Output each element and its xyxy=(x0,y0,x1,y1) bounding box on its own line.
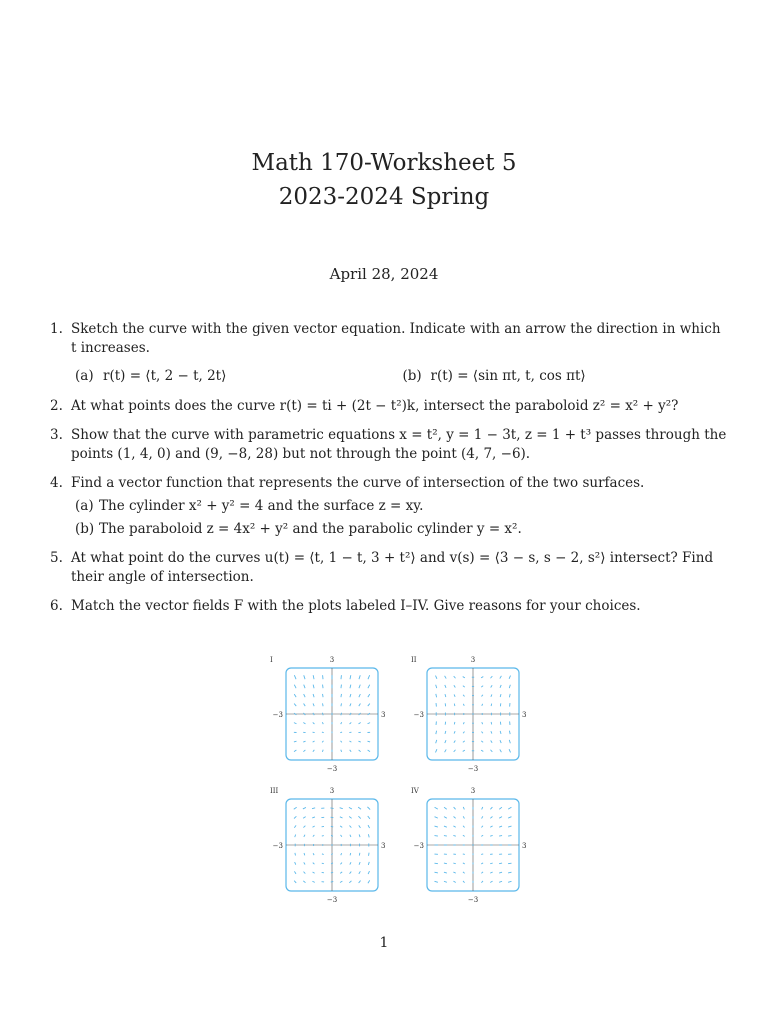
field-arrow xyxy=(313,826,315,827)
field-arrow xyxy=(508,807,511,809)
field-arrow xyxy=(294,704,296,707)
field-arrow xyxy=(350,694,351,697)
subpart-label: (a) xyxy=(75,498,94,514)
subpart-label: (b) xyxy=(75,521,95,537)
field-arrow xyxy=(463,872,465,873)
field-arrow xyxy=(445,676,447,679)
field-arrow xyxy=(481,695,482,697)
field-arrow xyxy=(463,835,465,836)
field-arrow xyxy=(463,816,464,818)
field-arrow xyxy=(359,853,360,856)
field-arrow xyxy=(434,872,437,873)
field-arrow xyxy=(435,807,438,809)
page-number: 1 xyxy=(379,935,389,951)
field-arrow xyxy=(482,807,483,810)
field-arrow xyxy=(313,741,315,742)
field-arrow xyxy=(463,732,464,734)
field-arrow xyxy=(340,863,342,865)
field-arrow xyxy=(445,685,446,688)
field-arrow xyxy=(341,694,342,697)
field-arrow xyxy=(491,722,492,724)
field-arrow xyxy=(454,816,456,818)
field-arrow xyxy=(313,694,314,697)
field-arrow xyxy=(322,836,324,837)
field-arrow xyxy=(436,694,437,697)
field-arrow xyxy=(340,732,342,733)
field-arrow xyxy=(500,749,502,752)
field-arrow xyxy=(481,750,483,751)
field-arrow xyxy=(445,731,446,734)
field-arrow xyxy=(294,675,296,679)
field-arrow xyxy=(500,694,501,697)
field-arrow xyxy=(322,722,323,724)
field-arrow xyxy=(303,741,305,742)
field-arrow xyxy=(499,817,502,819)
subpart-text: The paraboloid z = 4x² + y² and the parabolic cylinder y = x². xyxy=(99,521,522,537)
field-arrow xyxy=(435,749,436,752)
field-arrow xyxy=(454,694,455,696)
field-arrow xyxy=(350,835,351,837)
field-arrow xyxy=(499,872,502,873)
field-arrow xyxy=(454,740,455,742)
subpart-text: The cylinder x² + y² = 4 and the surface z = xy. xyxy=(99,498,424,514)
field-arrow xyxy=(303,750,305,752)
field-arrow xyxy=(350,675,351,679)
left-tick-label: −3 xyxy=(413,842,424,850)
field-arrow xyxy=(304,675,305,679)
field-arrow xyxy=(463,807,464,810)
field-arrow xyxy=(304,853,305,855)
field-arrow xyxy=(349,826,351,828)
field-arrow xyxy=(322,854,324,855)
field-arrow xyxy=(294,825,296,827)
field-arrow xyxy=(312,808,315,809)
field-arrow xyxy=(359,685,360,689)
field-arrow xyxy=(491,685,492,687)
plot-svg xyxy=(262,783,392,903)
field-arrow xyxy=(500,731,501,734)
field-arrow xyxy=(463,741,465,742)
field-arrow xyxy=(444,881,447,882)
field-arrow xyxy=(304,694,305,697)
field-arrow xyxy=(303,723,305,724)
field-arrow xyxy=(331,817,334,818)
field-arrow xyxy=(359,862,360,865)
field-arrow xyxy=(490,676,492,678)
problem-1 xyxy=(50,320,730,386)
field-arrow xyxy=(500,676,502,679)
field-arrow xyxy=(509,749,510,752)
problem-4 xyxy=(50,474,730,539)
field-arrow xyxy=(463,881,465,883)
bottom-tick-label: −3 xyxy=(326,765,338,772)
field-arrow xyxy=(359,750,361,752)
field-arrow xyxy=(358,741,360,742)
field-arrow xyxy=(368,825,370,828)
field-arrow xyxy=(454,750,456,752)
field-arrow xyxy=(340,808,343,809)
field-arrow xyxy=(341,750,342,752)
field-arrow xyxy=(340,881,342,882)
field-arrow xyxy=(509,676,510,679)
top-tick-label: 3 xyxy=(470,787,476,795)
field-arrow xyxy=(454,676,456,678)
field-arrow xyxy=(350,713,351,715)
field-arrow xyxy=(368,871,369,874)
field-arrow xyxy=(313,853,314,855)
field-arrow xyxy=(303,826,305,828)
field-arrow xyxy=(340,826,342,827)
field-arrow xyxy=(349,807,352,809)
problem-number: 6. xyxy=(50,598,63,614)
problem-text: At what points does the curve r(t) = ti + (2t − t²)k, intersect the paraboloid z² = x² + y²? xyxy=(71,398,679,414)
field-arrow xyxy=(331,872,333,873)
field-arrow xyxy=(454,704,455,706)
field-arrow xyxy=(454,722,455,724)
field-arrow xyxy=(490,816,492,818)
field-arrow xyxy=(453,826,455,827)
field-arrow xyxy=(491,694,492,696)
field-arrow xyxy=(491,704,492,706)
field-arrow xyxy=(444,807,447,809)
field-arrow xyxy=(509,685,510,688)
field-arrow xyxy=(341,722,342,724)
field-arrow xyxy=(322,732,324,733)
field-arrow xyxy=(481,686,483,687)
field-arrow xyxy=(508,872,511,873)
field-arrow xyxy=(358,807,361,809)
problem-3 xyxy=(50,426,730,464)
field-arrow xyxy=(444,817,447,819)
problem-text: Match the vector fields F with the plots labeled I–IV. Give reasons for your choices. xyxy=(71,598,641,614)
field-arrow xyxy=(341,853,342,855)
field-arrow xyxy=(359,834,360,837)
field-arrow xyxy=(509,740,510,743)
term-title: 2023-2024 Spring xyxy=(278,184,490,210)
field-arrow xyxy=(331,882,334,883)
field-arrow xyxy=(350,750,351,752)
field-arrow xyxy=(499,863,502,864)
field-arrow xyxy=(453,872,455,873)
field-arrow xyxy=(350,722,352,724)
field-arrow xyxy=(453,835,455,836)
problem-number: 4. xyxy=(50,475,63,491)
plot-label: III xyxy=(270,787,279,795)
field-arrow xyxy=(499,807,502,809)
field-arrow xyxy=(295,862,296,865)
problem-text: Find a vector function that represents the curve of intersection of the two surfaces. xyxy=(71,475,645,491)
field-arrow xyxy=(490,835,492,836)
right-tick-label: 3 xyxy=(381,711,386,719)
field-arrow xyxy=(463,826,465,828)
subparts xyxy=(75,367,730,386)
subpart-b xyxy=(71,520,730,539)
problem-2 xyxy=(50,397,730,416)
field-arrow xyxy=(359,825,361,828)
field-arrow xyxy=(481,835,483,836)
field-arrow xyxy=(359,871,361,874)
field-arrow xyxy=(359,694,360,697)
field-arrow xyxy=(435,676,436,679)
field-arrow xyxy=(435,826,438,827)
problem-text: Sketch the curve with the given vector equation. Indicate with an arrow the direction in which t increases. xyxy=(71,321,721,356)
field-arrow xyxy=(445,694,446,697)
bottom-tick-label: −3 xyxy=(467,765,479,772)
field-arrow xyxy=(341,713,342,715)
field-arrow xyxy=(444,872,447,873)
field-arrow xyxy=(323,694,324,697)
field-arrow xyxy=(491,740,492,742)
field-arrow xyxy=(350,872,352,874)
field-arrow xyxy=(499,836,502,837)
worksheet-title: Math 170-Worksheet 5 xyxy=(251,150,517,176)
field-arrow xyxy=(359,703,361,706)
field-arrow xyxy=(358,816,360,818)
problem-number: 2. xyxy=(50,398,63,414)
field-arrow xyxy=(490,881,492,882)
field-arrow xyxy=(463,750,465,751)
field-arrow xyxy=(367,807,370,810)
problem-number: 3. xyxy=(50,427,63,443)
field-arrow xyxy=(331,854,332,855)
vector-field-plot-II xyxy=(403,652,663,772)
right-tick-label: 3 xyxy=(522,711,527,719)
plot-label: IV xyxy=(411,787,419,795)
field-arrow xyxy=(368,694,370,697)
field-arrow xyxy=(294,694,296,697)
field-arrow xyxy=(312,817,315,818)
field-arrow xyxy=(435,817,438,818)
problem-6 xyxy=(50,597,730,616)
date: April 28, 2024 xyxy=(329,265,439,283)
field-arrow xyxy=(303,881,305,883)
field-arrow xyxy=(463,695,464,697)
field-arrow xyxy=(368,723,371,724)
left-tick-label: −3 xyxy=(413,711,424,719)
field-arrow xyxy=(294,750,296,752)
field-arrow xyxy=(508,881,511,882)
field-arrow xyxy=(481,863,483,864)
field-arrow xyxy=(453,863,455,864)
field-arrow xyxy=(445,749,447,752)
field-arrow xyxy=(331,826,333,827)
right-tick-label: 3 xyxy=(522,842,527,850)
field-arrow xyxy=(481,677,483,678)
top-tick-label: 3 xyxy=(329,787,335,795)
field-arrow xyxy=(295,853,296,856)
field-arrow xyxy=(481,732,482,734)
plot-svg xyxy=(403,783,533,903)
problem-number: 5. xyxy=(50,550,63,566)
field-arrow xyxy=(490,807,492,809)
field-arrow xyxy=(312,881,314,882)
field-arrow xyxy=(331,835,333,836)
plot-svg xyxy=(262,652,392,772)
field-arrow xyxy=(349,816,351,818)
field-arrow xyxy=(331,863,333,864)
problem-list xyxy=(50,320,730,616)
field-arrow xyxy=(436,685,437,688)
field-arrow xyxy=(313,722,315,724)
field-arrow xyxy=(444,863,447,864)
field-arrow xyxy=(499,881,502,882)
field-arrow xyxy=(368,685,370,688)
field-arrow xyxy=(341,703,342,706)
field-arrow xyxy=(481,881,483,883)
field-arrow xyxy=(444,826,447,827)
field-arrow xyxy=(322,741,323,743)
field-arrow xyxy=(490,872,492,873)
subpart-b xyxy=(403,367,731,386)
field-arrow xyxy=(481,741,483,742)
field-arrow xyxy=(350,853,351,855)
field-arrow xyxy=(368,816,370,819)
field-arrow xyxy=(481,854,483,855)
field-arrow xyxy=(509,694,510,697)
field-arrow xyxy=(435,881,438,882)
field-arrow xyxy=(313,863,315,865)
field-arrow xyxy=(500,740,501,743)
field-arrow xyxy=(303,807,306,808)
field-arrow xyxy=(453,881,455,882)
subpart-label: (b) xyxy=(402,368,422,384)
field-arrow xyxy=(490,826,492,827)
field-arrow xyxy=(508,817,511,818)
subpart-a xyxy=(75,367,403,386)
field-arrow xyxy=(322,713,323,715)
field-arrow xyxy=(313,835,314,837)
field-arrow xyxy=(304,862,305,864)
top-tick-label: 3 xyxy=(470,656,476,664)
field-arrow xyxy=(350,862,351,864)
field-arrow xyxy=(359,675,360,679)
problem-text: At what point do the curves u(t) = ⟨t, 1 − t, 3 + t²⟩ and v(s) = ⟨3 − s, s − 2, s²⟩ intersect? Find their angle of intersection. xyxy=(71,550,714,585)
field-arrow xyxy=(508,826,511,827)
field-arrow xyxy=(303,817,306,819)
field-arrow xyxy=(463,722,464,724)
field-arrow xyxy=(463,863,465,864)
problem-text: Show that the curve with parametric equations x = t², y = 1 − 3t, z = 1 + t³ passes through the points (1, 4, 0) and (9, −8, 28) but not through the point (4, 7, −6). xyxy=(71,427,727,462)
field-arrow xyxy=(294,807,297,809)
field-arrow xyxy=(445,740,446,743)
right-tick-label: 3 xyxy=(381,842,386,850)
field-arrow xyxy=(341,835,342,837)
field-arrow xyxy=(368,862,369,865)
field-arrow xyxy=(368,675,370,679)
field-arrow xyxy=(463,686,465,687)
field-arrow xyxy=(294,871,296,873)
field-arrow xyxy=(350,703,351,706)
field-arrow xyxy=(350,685,351,689)
field-arrow xyxy=(454,685,455,687)
bottom-tick-label: −3 xyxy=(326,896,338,903)
field-arrow xyxy=(340,872,342,874)
field-arrow xyxy=(294,685,296,688)
field-arrow xyxy=(304,835,305,837)
field-arrow xyxy=(341,741,342,743)
field-arrow xyxy=(304,685,305,689)
field-arrow xyxy=(436,740,437,743)
field-arrow xyxy=(454,807,456,809)
field-arrow xyxy=(482,816,483,818)
field-arrow xyxy=(368,704,370,707)
field-arrow xyxy=(349,741,351,742)
left-tick-label: −3 xyxy=(272,842,283,850)
field-arrow xyxy=(463,854,465,855)
subpart-text: r(t) = ⟨t, 2 − t, 2t⟩ xyxy=(103,368,227,384)
field-arrow xyxy=(294,881,296,883)
field-arrow xyxy=(313,713,314,715)
field-arrow xyxy=(463,704,464,706)
field-arrow xyxy=(481,826,483,828)
left-tick-label: −3 xyxy=(272,711,283,719)
field-arrow xyxy=(304,703,306,706)
field-arrow xyxy=(294,816,296,818)
field-arrow xyxy=(349,881,351,883)
top-tick-label: 3 xyxy=(329,656,335,664)
field-arrow xyxy=(482,704,483,706)
field-arrow xyxy=(368,834,369,837)
problem-5 xyxy=(50,549,730,587)
field-arrow xyxy=(359,881,361,883)
field-arrow xyxy=(313,703,314,706)
field-arrow xyxy=(436,731,437,734)
field-arrow xyxy=(313,872,315,873)
field-arrow xyxy=(304,872,306,874)
field-arrow xyxy=(323,703,324,706)
field-arrow xyxy=(463,677,465,678)
field-arrow xyxy=(313,675,314,679)
field-arrow xyxy=(499,826,502,827)
plot-label: I xyxy=(270,656,273,664)
subpart-label: (a) xyxy=(75,368,94,384)
field-arrow xyxy=(340,817,343,818)
problem-number: 1. xyxy=(50,321,63,337)
field-arrow xyxy=(368,880,370,883)
field-arrow xyxy=(313,750,314,752)
field-arrow xyxy=(454,731,455,733)
field-arrow xyxy=(481,872,483,873)
title-block xyxy=(0,146,768,214)
field-arrow xyxy=(368,750,370,752)
subpart-a xyxy=(71,497,730,516)
field-arrow xyxy=(313,685,314,689)
plot-svg xyxy=(403,652,533,772)
field-arrow xyxy=(491,731,492,733)
field-arrow xyxy=(500,685,501,688)
bottom-tick-label: −3 xyxy=(467,896,479,903)
field-arrow xyxy=(490,750,492,752)
field-arrow xyxy=(322,750,323,752)
vector-field-plot-IV xyxy=(403,783,663,903)
field-arrow xyxy=(509,731,510,734)
field-arrow xyxy=(295,834,296,837)
field-arrow xyxy=(490,863,492,864)
field-arrow xyxy=(368,741,371,742)
subpart-text: r(t) = ⟨sin πt, t, cos πt⟩ xyxy=(430,368,586,384)
field-arrow xyxy=(359,723,361,724)
field-arrow xyxy=(294,741,297,742)
plot-label: II xyxy=(411,656,417,664)
field-arrow xyxy=(482,722,483,724)
field-arrow xyxy=(444,836,447,837)
field-arrow xyxy=(294,723,297,724)
